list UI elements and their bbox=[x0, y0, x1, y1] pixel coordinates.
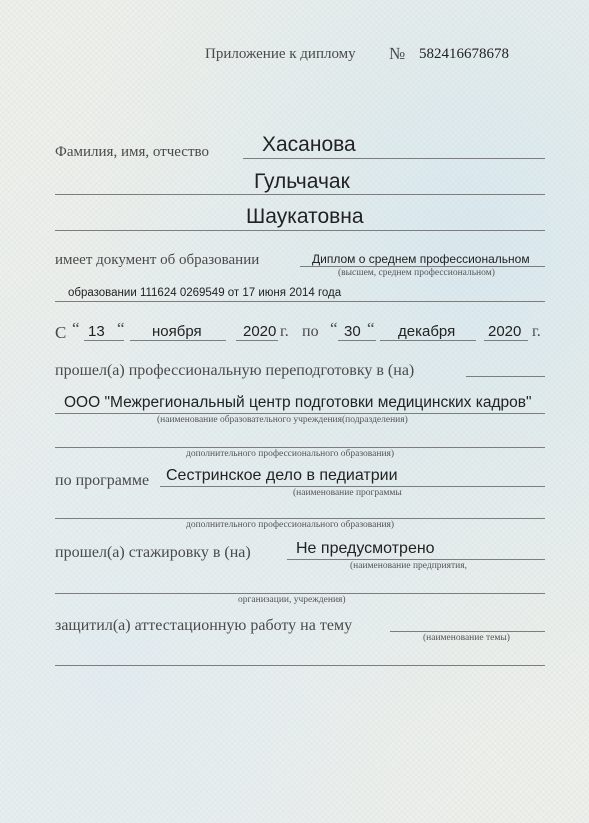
to-quote-open: “ bbox=[330, 319, 338, 338]
surname-line bbox=[243, 158, 545, 159]
education-value: Диплом о среднем профессиональном bbox=[312, 252, 530, 266]
diploma-number: 582416678678 bbox=[419, 46, 509, 62]
retraining-extra-line bbox=[55, 447, 545, 448]
name-line bbox=[55, 194, 545, 195]
thesis-extra-line bbox=[55, 665, 545, 666]
to-quote-close: “ bbox=[367, 319, 375, 338]
retraining-label: прошел(а) профессиональную переподготовку в (на) bbox=[55, 362, 415, 379]
education-label: имеет документ об образовании bbox=[55, 252, 260, 268]
period-from-prefix: С bbox=[55, 323, 67, 342]
internship-hint: (наименование предприятия, bbox=[350, 561, 467, 571]
program-line bbox=[160, 486, 545, 487]
to-day-line bbox=[338, 340, 376, 341]
internship-line bbox=[287, 559, 545, 560]
program-extra-line bbox=[55, 518, 545, 519]
internship-value: Не предусмотрено bbox=[296, 540, 435, 557]
period-to-prefix: по bbox=[302, 323, 319, 340]
to-day: 30 bbox=[344, 323, 361, 340]
program-hint: (наименование программы bbox=[293, 488, 402, 498]
fio-label: Фамилия, имя, отчество bbox=[55, 144, 209, 160]
program-hint2: дополнительного профессионального образования) bbox=[186, 520, 395, 530]
program-value: Сестринское дело в педиатрии bbox=[166, 467, 398, 484]
retraining-org: ООО "Межрегиональный центр подготовки медицинских кадров" bbox=[64, 394, 532, 411]
number-sign: № bbox=[389, 44, 406, 63]
from-quote-open: “ bbox=[72, 319, 80, 338]
from-day: 13 bbox=[88, 323, 105, 340]
thesis-hint: (наименование темы) bbox=[423, 633, 510, 643]
patronymic-line bbox=[55, 230, 545, 231]
internship-label: прошел(а) стажировку в (на) bbox=[55, 544, 251, 561]
retraining-label-line bbox=[466, 376, 545, 377]
education-hint: (высшем, среднем профессиональном) bbox=[338, 268, 495, 278]
surname-value: Хасанова bbox=[262, 133, 356, 156]
education-detail: образовании 111624 0269549 от 17 июня 2014 года bbox=[68, 287, 342, 299]
from-month-line bbox=[130, 340, 226, 341]
patronymic-value: Шаукатовна bbox=[246, 205, 364, 228]
internship-extra-line bbox=[55, 593, 545, 594]
from-year-line bbox=[236, 340, 278, 341]
to-year-suffix: г. bbox=[532, 323, 541, 340]
internship-hint2: организации, учреждения) bbox=[238, 595, 346, 605]
to-month-line bbox=[380, 340, 476, 341]
to-year-line bbox=[484, 340, 528, 341]
to-year: 2020 bbox=[488, 323, 522, 340]
retraining-org-hint2: дополнительного профессионального образования) bbox=[186, 449, 395, 459]
thesis-label: защитил(а) аттестационную работу на тему bbox=[55, 617, 353, 634]
from-quote-close: “ bbox=[117, 319, 125, 338]
retraining-org-hint: (наименование образовательного учреждения(подразделения) bbox=[157, 415, 408, 425]
education-line bbox=[300, 266, 545, 267]
program-label: по программе bbox=[55, 472, 150, 489]
from-day-line bbox=[84, 340, 124, 341]
from-year-suffix: г. bbox=[280, 323, 289, 340]
retraining-org-line bbox=[55, 413, 545, 414]
thesis-label-line bbox=[390, 631, 545, 632]
name-value: Гульчачак bbox=[254, 170, 350, 193]
to-month: декабря bbox=[398, 323, 456, 340]
from-month: ноября bbox=[152, 323, 202, 340]
appendix-title: Приложение к диплому bbox=[205, 46, 356, 62]
from-year: 2020 bbox=[243, 323, 277, 340]
education-detail-line bbox=[55, 301, 545, 302]
